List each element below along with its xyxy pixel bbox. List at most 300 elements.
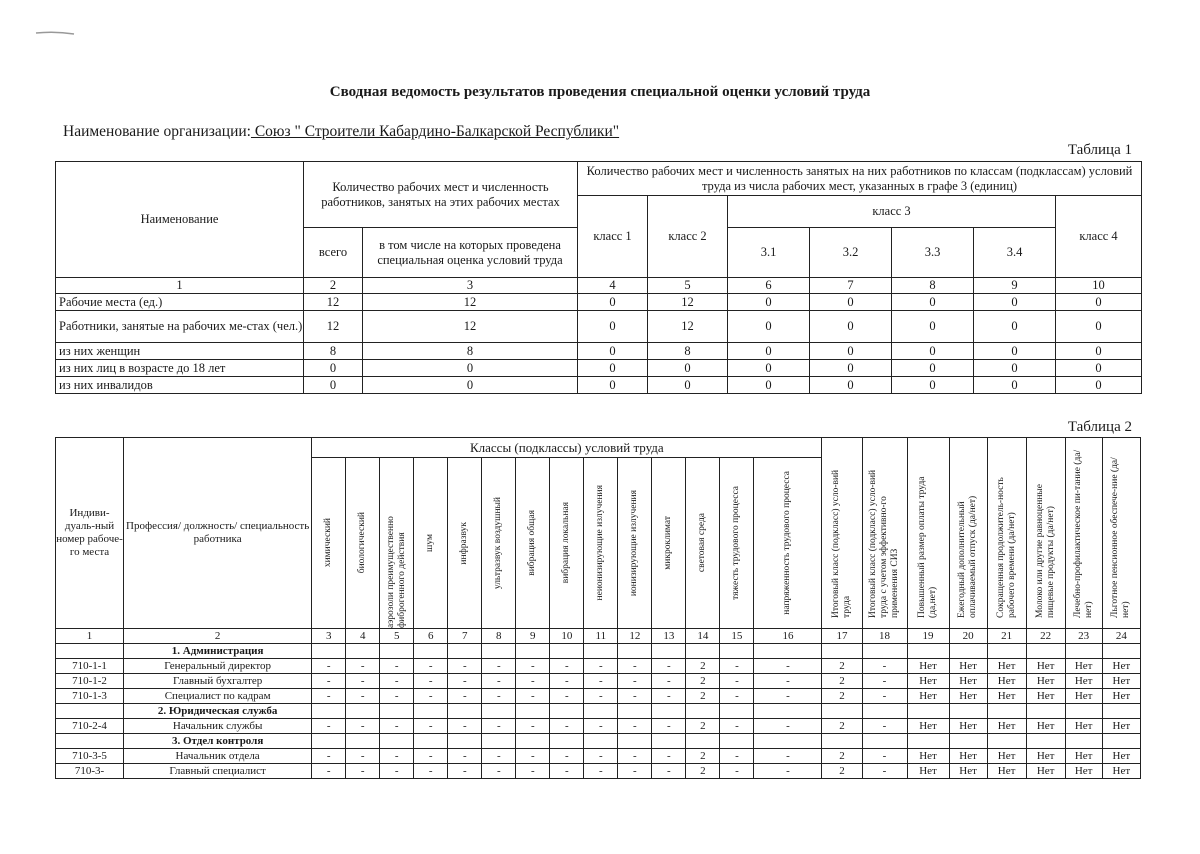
t2-cell: Нет <box>949 719 987 734</box>
t1-num: 2 <box>304 278 363 294</box>
t2-cell: Нет <box>907 719 949 734</box>
t2-empty-cell <box>414 644 448 659</box>
t2-cell: - <box>414 764 448 779</box>
t2-cell: - <box>862 719 907 734</box>
t1-header-3-1: 3.1 <box>728 228 810 278</box>
t2-num: 4 <box>346 629 380 644</box>
t2-empty-cell <box>754 704 822 719</box>
t2-cell: Нет <box>987 719 1026 734</box>
t2-num: 17 <box>822 629 862 644</box>
t2-section-row <box>56 644 1141 659</box>
t2-empty-cell <box>686 704 720 719</box>
t2-empty-cell <box>414 704 448 719</box>
t1-cell: 0 <box>892 311 974 343</box>
t2-cell: - <box>482 764 516 779</box>
t2-empty-cell <box>550 734 584 749</box>
t2-cell: - <box>720 749 754 764</box>
t2-header-final-20 <box>949 438 987 629</box>
t2-cell: Нет <box>907 764 949 779</box>
t2-section-name: 1. Администрация <box>124 644 312 659</box>
t1-cell: 12 <box>363 311 578 343</box>
t2-num: 19 <box>907 629 949 644</box>
t2-empty-cell <box>482 644 516 659</box>
t2-cell: - <box>516 674 550 689</box>
t2-header-final-label: Сокращенная продолжитель-ность рабочего времени (да/нет) <box>995 477 1017 618</box>
t2-header-final-17 <box>822 438 862 629</box>
t2-cell: - <box>312 689 346 704</box>
t2-section-row <box>56 704 1141 719</box>
t2-cell: - <box>754 674 822 689</box>
t2-cell: - <box>312 719 346 734</box>
t2-empty-cell <box>380 704 414 719</box>
t2-empty-cell <box>312 704 346 719</box>
t1-cell: 8 <box>304 343 363 360</box>
t2-cell: Нет <box>1102 719 1140 734</box>
t2-empty-cell <box>862 704 907 719</box>
pen-mark <box>35 30 75 36</box>
t2-header-final-label: Льготное пенсионное обеспече-ние (да/нет) <box>1110 457 1132 618</box>
t2-empty-cell <box>584 704 618 719</box>
t2-cell: Нет <box>949 749 987 764</box>
t2-header-factor: тяжесть трудового процесса <box>731 486 742 600</box>
t2-empty-cell <box>516 734 550 749</box>
t2-cell: - <box>346 719 380 734</box>
t2-cell: - <box>862 689 907 704</box>
t2-num: 5 <box>380 629 414 644</box>
t2-cell: - <box>448 764 482 779</box>
t2-empty-cell <box>907 734 949 749</box>
t2-header-final-label: Итоговый класс (подкласс) усло-вий труда с учетом эффективно-го применения СИЗ <box>868 469 901 618</box>
t2-empty-cell <box>448 704 482 719</box>
t2-section-spacer <box>56 704 124 719</box>
t2-cell: Нет <box>1026 674 1065 689</box>
t2-cell: - <box>414 719 448 734</box>
t2-cell: - <box>516 659 550 674</box>
t1-header-assessed: в том числе на которых проведена специальная оценка условий труда <box>363 228 578 278</box>
t2-cell: - <box>584 749 618 764</box>
t2-empty-cell <box>312 734 346 749</box>
t2-empty-cell <box>1102 704 1140 719</box>
t1-cell: 0 <box>810 360 892 377</box>
t2-empty-cell <box>720 704 754 719</box>
organization-name: Союз " Строители Кабардино-Балкарской Республики" <box>250 123 620 140</box>
workplaces-table <box>55 437 1141 779</box>
t2-empty-cell <box>312 644 346 659</box>
t2-cell: - <box>448 719 482 734</box>
t2-section-spacer <box>56 644 124 659</box>
t2-cell: - <box>346 764 380 779</box>
t2-cell: - <box>618 749 652 764</box>
t2-empty-cell <box>987 644 1026 659</box>
t2-cell: - <box>862 749 907 764</box>
t2-cell: Нет <box>1026 719 1065 734</box>
t2-cell: - <box>346 749 380 764</box>
t2-cell: Нет <box>1102 659 1140 674</box>
t2-header-final-18 <box>862 438 907 629</box>
t2-num: 10 <box>550 629 584 644</box>
t2-empty-cell <box>1065 704 1102 719</box>
t1-row <box>56 311 1142 343</box>
t1-header-class4: класс 4 <box>1056 196 1142 278</box>
t1-cell: 0 <box>892 294 974 311</box>
t1-cell: 12 <box>648 311 728 343</box>
t2-row-profession: Главный специалист <box>124 764 312 779</box>
t1-cell: 0 <box>974 377 1056 394</box>
t1-cell: 0 <box>974 360 1056 377</box>
t2-empty-cell <box>1026 734 1065 749</box>
t2-header-final-label: Повышенный размер оплаты труда (да,нет) <box>917 476 939 618</box>
t2-num: 23 <box>1065 629 1102 644</box>
t2-empty-cell <box>414 734 448 749</box>
t2-empty-cell <box>482 704 516 719</box>
t2-cell: Нет <box>987 749 1026 764</box>
t1-cell: 0 <box>1056 377 1142 394</box>
t2-num: 6 <box>414 629 448 644</box>
t1-row-name: Работники, занятые на рабочих ме-стах (чел.) <box>56 311 304 343</box>
t2-cell: - <box>516 689 550 704</box>
t2-empty-cell <box>907 704 949 719</box>
t1-cell: 0 <box>810 294 892 311</box>
t2-header-factor: биологический <box>357 512 368 574</box>
t2-num: 24 <box>1102 629 1140 644</box>
t2-cell: - <box>414 749 448 764</box>
t2-header-factor: вибрация общая <box>527 510 538 576</box>
t2-empty-cell <box>822 644 862 659</box>
t2-cell: - <box>652 674 686 689</box>
t1-header-name: Наименование <box>56 162 304 278</box>
t2-empty-cell <box>652 704 686 719</box>
t2-empty-cell <box>380 734 414 749</box>
t2-num: 7 <box>448 629 482 644</box>
t2-header-final-22 <box>1026 438 1065 629</box>
t2-section-name: 3. Отдел контроля <box>124 734 312 749</box>
t1-cell: 0 <box>304 360 363 377</box>
t2-empty-cell <box>987 704 1026 719</box>
t2-num: 22 <box>1026 629 1065 644</box>
t2-cell: - <box>720 674 754 689</box>
t1-row <box>56 377 1142 394</box>
t2-empty-cell <box>346 704 380 719</box>
t2-num: 20 <box>949 629 987 644</box>
t1-header-3-3: 3.3 <box>892 228 974 278</box>
t2-row <box>56 764 1141 779</box>
t2-num: 8 <box>482 629 516 644</box>
t2-cell: - <box>652 719 686 734</box>
t1-cell: 0 <box>974 311 1056 343</box>
t2-header-factor: микроклимат <box>663 516 674 570</box>
t2-empty-cell <box>822 734 862 749</box>
t2-cell: - <box>584 674 618 689</box>
t1-cell: 0 <box>648 377 728 394</box>
t2-empty-cell <box>907 644 949 659</box>
organization-line <box>63 123 619 141</box>
t2-empty-cell <box>1026 704 1065 719</box>
t2-header-factor: световая среда <box>697 513 708 573</box>
t2-empty-cell <box>949 704 987 719</box>
t2-cell: - <box>482 749 516 764</box>
t2-num: 2 <box>124 629 312 644</box>
t2-num: 21 <box>987 629 1026 644</box>
t2-empty-cell <box>862 644 907 659</box>
t1-header-group2: Количество рабочих мест и численность занятых на них работников по классам (подклассам) условий труда из числа рабочих мест, указанных в графе 3 (единиц) <box>578 162 1142 196</box>
t2-cell: 2 <box>686 659 720 674</box>
t2-cell: - <box>618 659 652 674</box>
t2-cell: - <box>448 749 482 764</box>
t2-cell: - <box>720 689 754 704</box>
t1-cell: 8 <box>363 343 578 360</box>
t1-cell: 0 <box>892 343 974 360</box>
t2-empty-cell <box>346 644 380 659</box>
t1-row <box>56 294 1142 311</box>
t2-cell: Нет <box>1026 749 1065 764</box>
t2-row <box>56 749 1141 764</box>
organization-label: Наименование организации: <box>63 123 251 140</box>
t1-cell: 0 <box>892 377 974 394</box>
t2-cell: - <box>312 659 346 674</box>
t1-header-group1: Количество рабочих мест и численность работников, занятых на этих рабочих местах <box>304 162 578 228</box>
t1-cell: 0 <box>1056 343 1142 360</box>
t2-empty-cell <box>754 644 822 659</box>
t2-empty-cell <box>618 644 652 659</box>
t2-cell: - <box>346 689 380 704</box>
t2-empty-cell <box>720 734 754 749</box>
t1-cell: 0 <box>1056 294 1142 311</box>
t1-row-name: из них женщин <box>56 343 304 360</box>
t2-header-classes: Классы (подклассы) условий труда <box>312 438 822 458</box>
t2-empty-cell <box>949 734 987 749</box>
t2-empty-cell <box>862 734 907 749</box>
t2-empty-cell <box>652 644 686 659</box>
t2-num: 12 <box>618 629 652 644</box>
t2-cell: - <box>516 719 550 734</box>
t2-cell: - <box>448 674 482 689</box>
t2-num: 9 <box>516 629 550 644</box>
t1-cell: 12 <box>304 294 363 311</box>
t2-cell: - <box>516 749 550 764</box>
t2-header-factor: ионизирующие излучения <box>629 489 640 597</box>
t1-header-3-4: 3.4 <box>974 228 1056 278</box>
t2-cell: 2 <box>822 749 862 764</box>
t2-cell: Нет <box>1065 749 1102 764</box>
t2-cell: Нет <box>907 674 949 689</box>
t1-num: 9 <box>974 278 1056 294</box>
t2-empty-cell <box>448 734 482 749</box>
t2-header-final-label: Ежегодный дополнительный оплачиваемый отпуск (да/нет) <box>957 495 979 618</box>
t1-header-class3: класс 3 <box>728 196 1056 228</box>
t2-cell: Нет <box>1065 719 1102 734</box>
t2-cell: 2 <box>686 749 720 764</box>
t1-cell: 0 <box>648 360 728 377</box>
t2-row-id: 710-1-3 <box>56 689 124 704</box>
t2-num: 1 <box>56 629 124 644</box>
t2-empty-cell <box>1065 734 1102 749</box>
document-title: Сводная ведомость результатов проведения специальной оценки условий труда <box>329 84 871 100</box>
t1-header-class1: класс 1 <box>578 196 648 278</box>
t2-cell: Нет <box>1065 689 1102 704</box>
t2-empty-cell <box>448 644 482 659</box>
t2-cell: Нет <box>1102 764 1140 779</box>
t2-cell: - <box>312 674 346 689</box>
t2-cell: Нет <box>1065 764 1102 779</box>
t2-row-profession: Начальник службы <box>124 719 312 734</box>
t1-cell: 0 <box>578 377 648 394</box>
t1-cell: 0 <box>728 311 810 343</box>
t2-row-id: 710-3-5 <box>56 749 124 764</box>
t1-cell: 8 <box>648 343 728 360</box>
t2-empty-cell <box>1102 734 1140 749</box>
t2-header-factor: ультразвук воздушный <box>493 496 504 590</box>
t1-cell: 0 <box>728 377 810 394</box>
t2-cell: - <box>550 689 584 704</box>
t2-cell: Нет <box>949 674 987 689</box>
t2-cell: - <box>652 689 686 704</box>
t2-cell: - <box>720 719 754 734</box>
t1-num: 5 <box>648 278 728 294</box>
t2-empty-cell <box>1065 644 1102 659</box>
t2-cell: Нет <box>987 674 1026 689</box>
t2-header-final-21 <box>987 438 1026 629</box>
t2-num: 15 <box>720 629 754 644</box>
t1-cell: 0 <box>810 311 892 343</box>
t2-row <box>56 689 1141 704</box>
t2-cell: 2 <box>686 689 720 704</box>
t1-num: 6 <box>728 278 810 294</box>
summary-table <box>55 161 1142 394</box>
t2-num: 11 <box>584 629 618 644</box>
t2-empty-cell <box>822 704 862 719</box>
t2-empty-cell <box>550 644 584 659</box>
t2-header-final-24 <box>1102 438 1140 629</box>
t2-empty-cell <box>1102 644 1140 659</box>
t1-header-total: всего <box>304 228 363 278</box>
t2-cell: Нет <box>1102 749 1140 764</box>
t2-cell: - <box>550 764 584 779</box>
t2-row <box>56 659 1141 674</box>
t2-empty-cell <box>949 644 987 659</box>
t2-num: 18 <box>862 629 907 644</box>
t2-cell: - <box>380 674 414 689</box>
t2-section-name: 2. Юридическая служба <box>124 704 312 719</box>
t2-num: 16 <box>754 629 822 644</box>
t1-num: 3 <box>363 278 578 294</box>
t2-cell: Нет <box>907 749 949 764</box>
t2-row <box>56 719 1141 734</box>
t1-cell: 12 <box>648 294 728 311</box>
t2-cell: - <box>584 764 618 779</box>
t2-header-factor: шум <box>425 534 436 552</box>
t1-cell: 0 <box>810 343 892 360</box>
t1-row-name: из них лиц в возрасте до 18 лет <box>56 360 304 377</box>
t2-empty-cell <box>618 734 652 749</box>
t2-row-id: 710-1-2 <box>56 674 124 689</box>
t2-cell: - <box>862 764 907 779</box>
t2-empty-cell <box>686 734 720 749</box>
t1-cell: 12 <box>363 294 578 311</box>
t2-empty-cell <box>720 644 754 659</box>
t1-cell: 0 <box>578 294 648 311</box>
t1-header-class2: класс 2 <box>648 196 728 278</box>
t1-num: 7 <box>810 278 892 294</box>
t2-cell: Нет <box>1102 674 1140 689</box>
t2-cell: Нет <box>1026 659 1065 674</box>
t1-num: 8 <box>892 278 974 294</box>
t1-cell: 0 <box>363 377 578 394</box>
t2-header-factor: химический <box>323 518 334 568</box>
t2-cell: Нет <box>1026 764 1065 779</box>
t1-num: 10 <box>1056 278 1142 294</box>
t1-row-name: Рабочие места (ед.) <box>56 294 304 311</box>
t1-cell: 0 <box>974 294 1056 311</box>
t2-cell: 2 <box>822 764 862 779</box>
t2-empty-cell <box>584 734 618 749</box>
t2-header-id: Индиви-дуаль-ный номер рабоче-го места <box>56 438 124 629</box>
t2-cell: Нет <box>1065 659 1102 674</box>
t2-cell: - <box>652 749 686 764</box>
t2-empty-cell <box>1026 644 1065 659</box>
t2-header-final-label: Молоко или другие равноценные пищевые продукты (да/нет) <box>1034 483 1056 618</box>
t2-cell: - <box>550 719 584 734</box>
t2-cell: 2 <box>822 674 862 689</box>
t2-cell: - <box>720 659 754 674</box>
t2-cell: - <box>414 674 448 689</box>
t2-cell: - <box>754 764 822 779</box>
t2-cell: - <box>346 659 380 674</box>
t2-empty-cell <box>516 644 550 659</box>
t2-cell: 2 <box>686 719 720 734</box>
t2-number-row <box>56 629 1141 644</box>
t2-cell: Нет <box>949 689 987 704</box>
t2-cell: - <box>754 659 822 674</box>
t2-header-final-23 <box>1065 438 1102 629</box>
t2-cell: - <box>550 659 584 674</box>
t1-cell: 0 <box>728 343 810 360</box>
t2-cell: - <box>312 764 346 779</box>
t1-cell: 0 <box>974 343 1056 360</box>
t2-cell: - <box>414 659 448 674</box>
t2-row-profession: Специалист по кадрам <box>124 689 312 704</box>
t2-cell: Нет <box>949 764 987 779</box>
t2-cell: - <box>380 749 414 764</box>
table1-caption: Таблица 1 <box>1067 142 1132 158</box>
t2-header-factor: неионизирующие излучения <box>595 485 606 601</box>
t2-header-factor: инфразвук <box>459 521 470 565</box>
t2-header-final-label: Итоговый класс (подкласс) усло-вий труда <box>830 469 852 618</box>
t2-header-factor: вибрация локальная <box>561 502 572 584</box>
t2-cell: - <box>482 659 516 674</box>
t2-cell: 2 <box>686 674 720 689</box>
t2-row-id: 710-1-1 <box>56 659 124 674</box>
t2-cell: - <box>652 659 686 674</box>
t2-cell: Нет <box>987 764 1026 779</box>
t1-header-3-2: 3.2 <box>810 228 892 278</box>
t2-cell: Нет <box>907 659 949 674</box>
t2-cell: 2 <box>686 764 720 779</box>
t2-cell: - <box>550 674 584 689</box>
t2-cell: - <box>482 719 516 734</box>
t2-cell: - <box>550 749 584 764</box>
t1-cell: 0 <box>304 377 363 394</box>
t1-cell: 0 <box>810 377 892 394</box>
t2-cell: - <box>584 719 618 734</box>
t2-cell: - <box>516 764 550 779</box>
t2-section-row <box>56 734 1141 749</box>
t2-section-spacer <box>56 734 124 749</box>
t2-cell: - <box>482 689 516 704</box>
t2-row-id: 710-3- <box>56 764 124 779</box>
t2-empty-cell <box>550 704 584 719</box>
t2-cell: - <box>380 719 414 734</box>
t2-row-id: 710-2-4 <box>56 719 124 734</box>
